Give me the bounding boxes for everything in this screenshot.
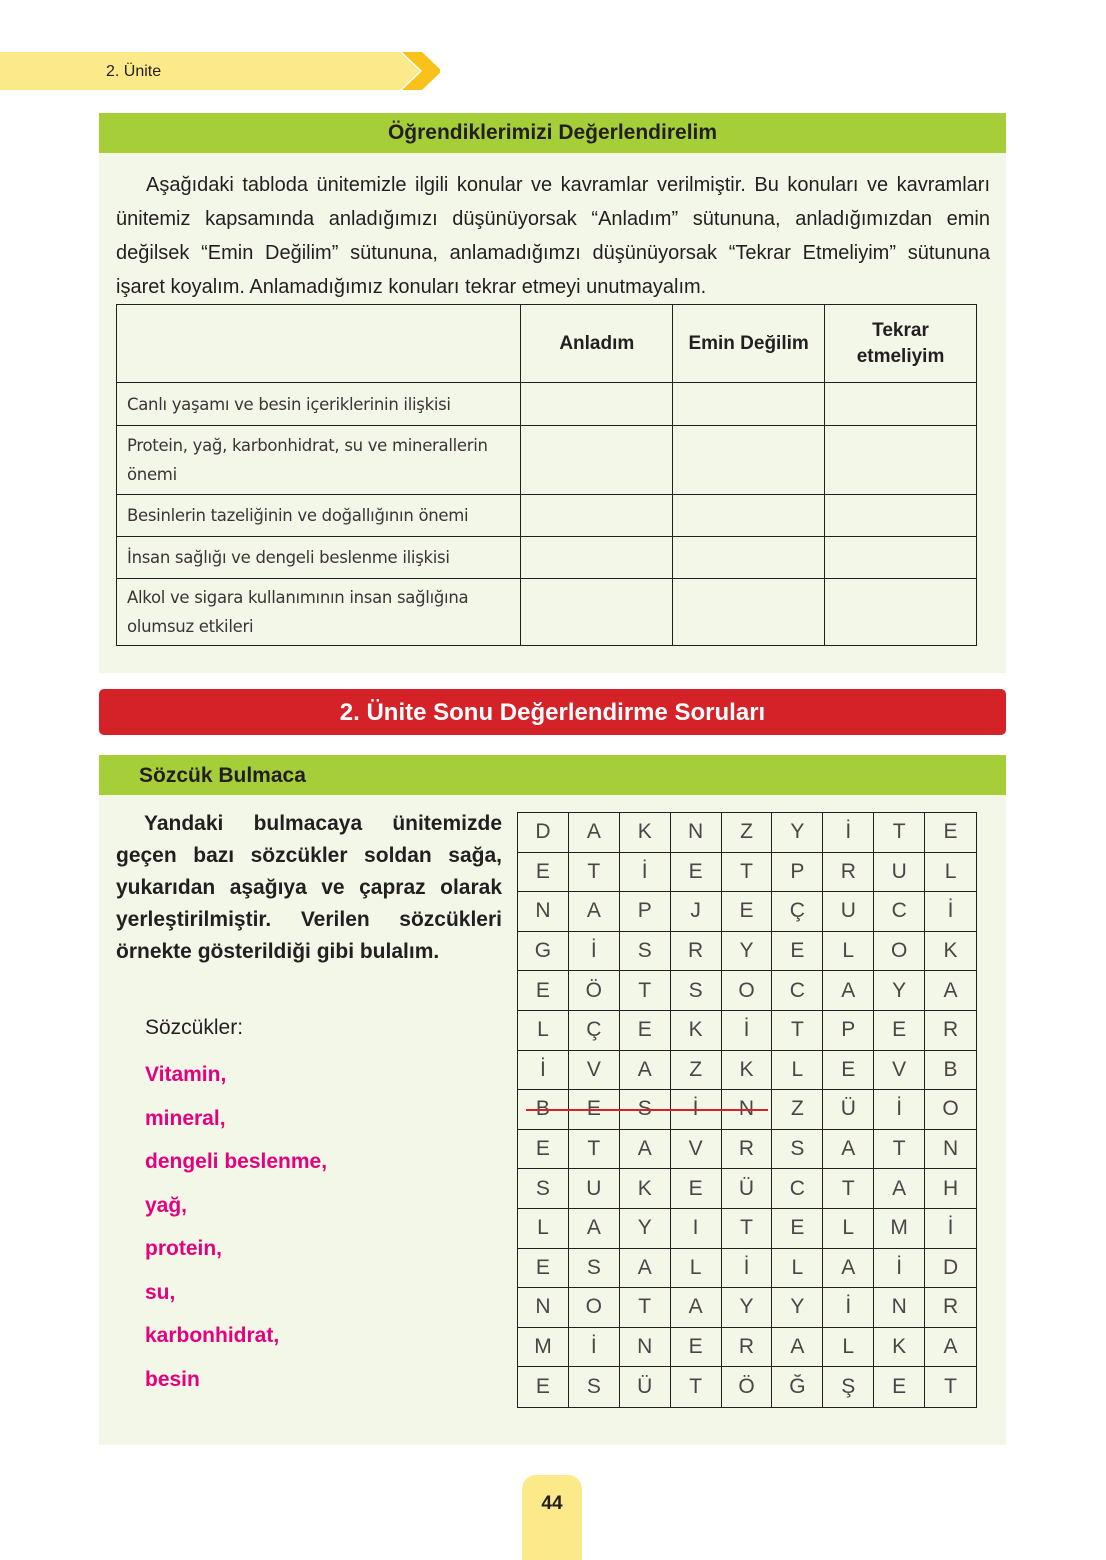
grid-letter-cell[interactable]: A	[620, 1249, 671, 1289]
grid-letter-cell[interactable]: E	[518, 853, 569, 893]
grid-letter-cell[interactable]: A	[823, 1130, 874, 1170]
unit-tab-shape	[0, 52, 440, 90]
repeat-checkbox-cell[interactable]	[825, 383, 977, 426]
grid-letter-cell[interactable]: I	[671, 1209, 722, 1249]
grid-letter-cell[interactable]: U	[569, 1169, 620, 1209]
repeat-checkbox-cell[interactable]	[825, 426, 977, 495]
grid-letter-cell[interactable]: A	[671, 1288, 722, 1328]
grid-letter-cell[interactable]: E	[925, 813, 976, 853]
unit-tab	[0, 52, 440, 90]
grid-letter-cell[interactable]: Ü	[823, 1090, 874, 1130]
grid-letter-cell[interactable]: E	[518, 971, 569, 1011]
grid-letter-cell[interactable]: P	[772, 853, 823, 893]
grid-letter-cell[interactable]: O	[874, 932, 925, 972]
grid-letter-cell[interactable]: Z	[671, 1051, 722, 1091]
grid-letter-cell[interactable]: C	[772, 971, 823, 1011]
grid-letter-cell[interactable]: N	[518, 892, 569, 932]
grid-letter-cell[interactable]: S	[518, 1169, 569, 1209]
grid-letter-cell[interactable]: M	[874, 1209, 925, 1249]
grid-letter-cell[interactable]: R	[671, 932, 722, 972]
word-item: besin	[145, 1367, 200, 1391]
grid-letter-cell[interactable]: Ç	[569, 1011, 620, 1051]
grid-letter-cell[interactable]: J	[671, 892, 722, 932]
grid-letter-cell[interactable]: Ü	[620, 1367, 671, 1407]
grid-letter-cell[interactable]: C	[772, 1169, 823, 1209]
unit-questions-title: 2. Ünite Sonu Değerlendirme Soruları	[339, 699, 766, 726]
grid-letter-cell[interactable]: P	[620, 892, 671, 932]
table-row	[117, 579, 977, 646]
grid-letter-cell[interactable]: Y	[772, 1288, 823, 1328]
grid-letter-cell[interactable]: D	[925, 1249, 976, 1289]
word-item: dengeli beslenme,	[145, 1150, 328, 1173]
grid-letter-cell[interactable]: Ö	[722, 1367, 773, 1407]
grid-letter-cell[interactable]: E	[671, 853, 722, 893]
grid-letter-cell[interactable]: S	[671, 971, 722, 1011]
grid-letter-cell[interactable]: L	[518, 1209, 569, 1249]
grid-letter-cell[interactable]: T	[874, 1130, 925, 1170]
grid-letter-cell[interactable]: E	[518, 1249, 569, 1289]
grid-letter-cell[interactable]: G	[518, 932, 569, 972]
word-item: Vitamin,	[145, 1063, 227, 1086]
topic-cell: Protein, yağ, karbonhidrat, su ve minerallerin önemi	[117, 426, 521, 495]
grid-letter-cell[interactable]: T	[569, 853, 620, 893]
grid-letter-cell[interactable]: A	[874, 1169, 925, 1209]
grid-letter-cell[interactable]: İ	[620, 853, 671, 893]
grid-letter-cell[interactable]: L	[518, 1011, 569, 1051]
example-strike-line	[526, 1109, 768, 1111]
repeat-checkbox-cell[interactable]	[825, 579, 977, 646]
grid-letter-cell[interactable]: S	[569, 1249, 620, 1289]
topic-cell: Besinlerin tazeliğinin ve doğallığının önemi	[117, 495, 521, 537]
grid-letter-cell[interactable]: K	[925, 932, 976, 972]
table-row	[117, 426, 977, 495]
word-list	[145, 1060, 327, 1408]
grid-letter-cell[interactable]: A	[823, 1249, 874, 1289]
grid-letter-cell[interactable]: K	[620, 813, 671, 853]
grid-letter-cell[interactable]: T	[620, 1288, 671, 1328]
grid-letter-cell[interactable]: Ş	[823, 1367, 874, 1407]
grid-letter-cell[interactable]: A	[772, 1328, 823, 1368]
grid-letter-cell[interactable]: D	[518, 813, 569, 853]
grid-letter-cell[interactable]: A	[569, 1209, 620, 1249]
page-number-tab	[522, 1475, 582, 1560]
grid-letter-cell[interactable]: T	[823, 1169, 874, 1209]
table-row	[117, 495, 977, 537]
unit-label: 2. Ünite	[106, 63, 162, 80]
grid-letter-cell[interactable]: E	[772, 1209, 823, 1249]
grid-letter-cell[interactable]: T	[772, 1011, 823, 1051]
grid-letter-cell[interactable]: Y	[620, 1209, 671, 1249]
grid-letter-cell[interactable]: L	[772, 1051, 823, 1091]
grid-letter-cell[interactable]: E	[620, 1011, 671, 1051]
word-item: mineral,	[145, 1106, 226, 1130]
grid-letter-cell[interactable]: İ	[925, 892, 976, 932]
grid-letter-cell[interactable]: E	[823, 1051, 874, 1091]
grid-letter-cell[interactable]: R	[925, 1288, 976, 1328]
grid-letter-cell[interactable]: O	[569, 1288, 620, 1328]
grid-letter-cell[interactable]: V	[671, 1130, 722, 1170]
grid-letter-cell[interactable]: E	[671, 1328, 722, 1368]
grid-letter-cell[interactable]: O	[925, 1090, 976, 1130]
grid-letter-cell[interactable]: Z	[772, 1090, 823, 1130]
word-search-title-bar	[99, 755, 1006, 795]
unit-questions-title-bar	[99, 689, 1006, 735]
grid-letter-cell[interactable]: Ö	[569, 971, 620, 1011]
grid-letter-cell[interactable]: S	[620, 932, 671, 972]
table-header-row	[117, 305, 977, 383]
repeat-checkbox-cell[interactable]	[825, 495, 977, 537]
grid-letter-cell[interactable]: L	[925, 853, 976, 893]
grid-letter-cell[interactable]: İ	[569, 932, 620, 972]
understood-checkbox-cell[interactable]	[521, 579, 673, 646]
grid-letter-cell[interactable]: N	[671, 813, 722, 853]
word-item: karbonhidrat,	[145, 1324, 280, 1347]
grid-letter-cell[interactable]: E	[772, 932, 823, 972]
word-search-title: Sözcük Bulmaca	[139, 764, 306, 787]
grid-letter-cell[interactable]: İ	[874, 1249, 925, 1289]
not-sure-checkbox-cell[interactable]	[673, 579, 825, 646]
grid-letter-cell[interactable]: P	[823, 1011, 874, 1051]
table-header-not-sure: Emin Değilim	[673, 305, 825, 383]
grid-letter-cell[interactable]: S	[569, 1367, 620, 1407]
grid-letter-cell[interactable]: T	[722, 853, 773, 893]
grid-letter-cell[interactable]: N	[925, 1130, 976, 1170]
grid-letter-cell[interactable]: R	[925, 1011, 976, 1051]
word-item: su,	[145, 1280, 176, 1304]
grid-letter-cell[interactable]: C	[874, 892, 925, 932]
not-sure-checkbox-cell[interactable]	[673, 426, 825, 495]
grid-letter-cell[interactable]: E	[722, 892, 773, 932]
grid-letter-cell[interactable]: Z	[722, 813, 773, 853]
grid-letter-cell[interactable]: İ	[569, 1328, 620, 1368]
grid-letter-cell[interactable]: T	[620, 971, 671, 1011]
grid-letter-cell[interactable]: A	[569, 813, 620, 853]
grid-letter-cell[interactable]: N	[620, 1328, 671, 1368]
evaluation-intro: Aşağıdaki tabloda ünitemizle ilgili konular ve kavramlar verilmiştir. Bu konuları ve kavramları ünitemiz kapsamında anladığımızı düşünüyorsak “Anladım” sütununa, anladığımızdan emin değilsek “Emin Değilim” sütununa, anlamadığımzı düşünüyorsak “Tekrar Etmeliyim” sütununa işaret koyalım. Anlamadığımız konuları tekrar etmeyi unutmayalım.	[116, 174, 990, 298]
table-row	[117, 537, 977, 579]
grid-letter-cell[interactable]: Y	[722, 932, 773, 972]
grid-letter-cell[interactable]: Y	[722, 1288, 773, 1328]
understood-checkbox-cell[interactable]	[521, 426, 673, 495]
table-header-understood: Anladım	[521, 305, 673, 383]
grid-letter-cell[interactable]: E	[671, 1169, 722, 1209]
grid-letter-cell[interactable]: İ	[722, 1011, 773, 1051]
grid-letter-cell[interactable]: K	[722, 1051, 773, 1091]
understood-checkbox-cell[interactable]	[521, 495, 673, 537]
evaluation-title: Öğrendiklerimizi Değerlendirelim	[387, 121, 718, 144]
grid-letter-cell[interactable]: K	[874, 1328, 925, 1368]
grid-letter-cell[interactable]: A	[569, 892, 620, 932]
grid-letter-cell[interactable]: L	[823, 1328, 874, 1368]
grid-letter-cell[interactable]: A	[823, 971, 874, 1011]
grid-letter-cell[interactable]: T	[874, 813, 925, 853]
grid-letter-cell[interactable]: T	[944, 1375, 957, 1399]
understood-checkbox-cell[interactable]	[521, 383, 673, 426]
grid-letter-cell[interactable]: İ	[722, 1249, 773, 1289]
grid-letter-cell[interactable]: E	[518, 1130, 569, 1170]
topic-cell: Canlı yaşamı ve besin içeriklerinin ilişkisi	[117, 383, 521, 426]
topic-cell: Alkol ve sigara kullanımının insan sağlığına olumsuz etkileri	[117, 579, 521, 646]
grid-letter-cell[interactable]: R	[823, 853, 874, 893]
grid-letter-cell[interactable]: Y	[874, 971, 925, 1011]
not-sure-checkbox-cell[interactable]	[673, 495, 825, 537]
grid-letter-cell[interactable]: L	[671, 1249, 722, 1289]
grid-letter-cell[interactable]: İ	[874, 1090, 925, 1130]
grid-letter-cell[interactable]: Ç	[772, 892, 823, 932]
grid-letter-cell[interactable]: V	[874, 1051, 925, 1091]
grid-letter-cell[interactable]: A	[620, 1051, 671, 1091]
word-search-instruction: Yandaki bulmacaya ünitemizde geçen bazı sözcükler soldan sağa, yukarıdan aşağıya ve çapraz olarak yerleştirilmiştir. Verilen sözcükleri örnekte gösterildiği gibi bulalım.	[116, 812, 502, 963]
grid-letter-cell[interactable]: L	[823, 932, 874, 972]
grid-letter-cell[interactable]: R	[722, 1328, 773, 1368]
grid-letter-cell[interactable]: Ğ	[772, 1367, 823, 1407]
grid-letter-cell[interactable]: Ü	[722, 1169, 773, 1209]
grid-letter-cell[interactable]: K	[671, 1011, 722, 1051]
grid-letter-cell[interactable]: İ	[925, 1209, 976, 1249]
grid-letter-cell[interactable]: A	[620, 1130, 671, 1170]
grid-letter-cell[interactable]: E	[874, 1011, 925, 1051]
grid-letter-cell[interactable]: N	[518, 1288, 569, 1328]
grid-letter-cell[interactable]: E	[518, 1367, 569, 1407]
grid-letter-cell[interactable]: H	[925, 1169, 976, 1209]
table-header-topic	[117, 305, 521, 383]
grid-letter-cell[interactable]: İ	[823, 813, 874, 853]
table-row	[117, 383, 977, 426]
grid-letter-cell[interactable]: L	[823, 1209, 874, 1249]
grid-letter-cell[interactable]: A	[925, 971, 976, 1011]
grid-letter-cell[interactable]: Y	[772, 813, 823, 853]
not-sure-checkbox-cell[interactable]	[673, 383, 825, 426]
grid-letter-cell[interactable]: U	[823, 892, 874, 932]
evaluation-title-bar	[99, 113, 1006, 153]
grid-letter-cell[interactable]: K	[620, 1169, 671, 1209]
grid-letter-cell[interactable]: M	[518, 1328, 569, 1368]
grid-letter-cell[interactable]: T	[569, 1130, 620, 1170]
grid-letter-cell[interactable]: İ	[518, 1051, 569, 1091]
grid-letter-cell[interactable]: A	[925, 1328, 976, 1368]
words-label: Sözcükler:	[145, 1016, 244, 1039]
grid-letter-cell[interactable]: S	[772, 1130, 823, 1170]
grid-letter-cell[interactable]: T	[722, 1209, 773, 1249]
table-header-repeat: Tekrar etmeliyim	[825, 305, 977, 383]
page-number: 44	[541, 1493, 563, 1514]
grid-letter-cell[interactable]: T	[671, 1367, 722, 1407]
grid-letter-cell[interactable]: N	[874, 1288, 925, 1328]
repeat-checkbox-cell[interactable]	[825, 537, 977, 579]
grid-letter-cell[interactable]: R	[722, 1130, 773, 1170]
grid-letter-cell[interactable]: E	[874, 1367, 925, 1407]
not-sure-checkbox-cell[interactable]	[673, 537, 825, 579]
grid-letter-cell[interactable]: U	[874, 853, 925, 893]
grid-letter-cell[interactable]: L	[772, 1249, 823, 1289]
understood-checkbox-cell[interactable]	[521, 537, 673, 579]
topic-cell: İnsan sağlığı ve dengeli beslenme ilişkisi	[117, 537, 521, 579]
word-item: yağ,	[145, 1193, 188, 1217]
grid-letter-cell[interactable]: V	[569, 1051, 620, 1091]
self-evaluation-table	[116, 304, 977, 646]
grid-letter-cell[interactable]: O	[722, 971, 773, 1011]
grid-letter-cell[interactable]: İ	[823, 1288, 874, 1328]
word-item: protein,	[145, 1237, 222, 1260]
grid-letter-cell[interactable]: B	[925, 1051, 976, 1091]
